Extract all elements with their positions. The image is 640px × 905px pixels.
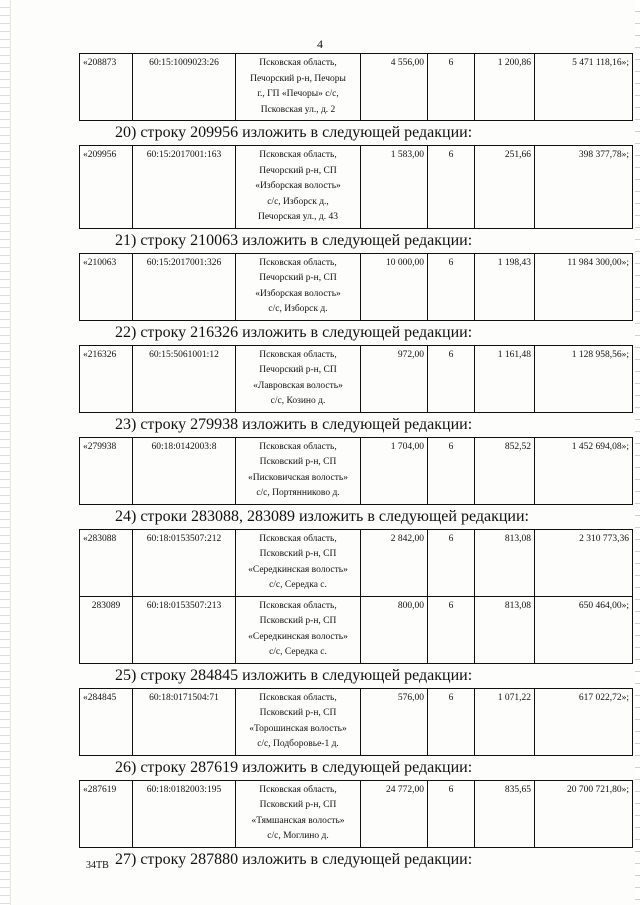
address-line: Псковская область,	[259, 600, 337, 611]
scan-edge-left	[0, 0, 11, 905]
address-line: с/с, Изборск д.	[268, 304, 328, 314]
address-line: с/с, Козино д.	[270, 396, 326, 406]
address-line: «Изборская волость»	[255, 181, 341, 191]
table-row	[80, 345, 633, 412]
address-line: Псковская область,	[259, 784, 337, 795]
address-cell	[236, 529, 361, 596]
address-line: с/с, Портянниково д.	[256, 488, 340, 498]
total-value-cell: 11 984 300,00»;	[535, 253, 633, 320]
record-number-cell: «284845	[80, 688, 133, 755]
table-row	[80, 146, 633, 229]
unit-value-cell: 813,08	[475, 596, 535, 663]
count-cell: 6	[428, 596, 475, 663]
record-table	[79, 345, 633, 413]
address-line: «Лавровская волость»	[253, 380, 343, 391]
count-cell: 6	[428, 345, 475, 412]
table-row	[80, 54, 633, 121]
count-cell: 6	[428, 253, 475, 320]
record-number-cell: «209956	[80, 146, 133, 229]
address-line: Печорский р-н, Печоры	[250, 73, 346, 84]
record-number-cell: «210063	[80, 253, 133, 320]
amendment-heading: 26) строку 287619 изложить в следующей редакции:	[115, 758, 473, 776]
table-row	[80, 780, 633, 847]
table-row	[80, 596, 633, 663]
address-cell	[236, 54, 361, 121]
cadastral-number-cell: 60:18:0171504:71	[133, 688, 236, 755]
address-line: Псковская ул., д. 2	[260, 104, 336, 115]
address-line: Псковский р-н, СП	[259, 549, 337, 559]
amendment-heading: 25) строку 284845 изложить в следующей редакции:	[115, 666, 473, 684]
record-table	[79, 253, 633, 321]
area-cell: 4 556,00	[361, 54, 428, 121]
area-cell: 24 772,00	[361, 780, 428, 847]
amendment-heading: 24) строки 283088, 283089 изложить в следующей редакции:	[115, 507, 529, 525]
count-cell: 6	[428, 780, 475, 847]
total-value-cell: 1 452 694,08»;	[535, 437, 633, 504]
address-line: «Середкинская волость»	[248, 631, 348, 642]
scan-edge-right	[635, 0, 640, 905]
table-row	[80, 253, 633, 320]
address-line: Псковская область,	[259, 257, 337, 268]
address-line: г., ГП «Печоры» с/с,	[257, 89, 339, 99]
area-cell: 1 583,00	[361, 146, 428, 229]
address-line: Печорский р-н, СП	[259, 273, 337, 283]
cadastral-number-cell: 60:15:1009023:26	[133, 54, 236, 121]
area-cell: 800,00	[361, 596, 428, 663]
record-number-cell: «208873	[80, 54, 133, 121]
address-line: Псковский р-н, СП	[259, 800, 337, 810]
cadastral-number-cell: 60:15:2017001:326	[133, 253, 236, 320]
area-cell: 576,00	[361, 688, 428, 755]
record-number-cell: «279938	[80, 437, 133, 504]
amendment-heading: 27) строку 287880 изложить в следующей редакции:	[115, 850, 473, 868]
footer-code: 34ТВ	[86, 860, 109, 871]
record-number-cell: «216326	[80, 345, 133, 412]
table-row	[80, 688, 633, 755]
address-cell	[236, 146, 361, 229]
address-cell	[236, 688, 361, 755]
amendment-heading: 22) строку 216326 изложить в следующей редакции:	[115, 323, 473, 341]
address-line: Печорский р-н, СП	[259, 165, 337, 176]
record-table	[79, 53, 633, 121]
address-line: Псковская область,	[259, 533, 337, 544]
total-value-cell: 5 471 118,16»;	[535, 54, 633, 121]
unit-value-cell: 813,08	[475, 529, 535, 596]
total-value-cell: 20 700 721,80»;	[535, 780, 633, 847]
area-cell: 2 842,00	[361, 529, 428, 596]
count-cell: 6	[428, 437, 475, 504]
unit-value-cell: 1 198,43	[475, 253, 535, 320]
address-line: Псковская область,	[259, 441, 337, 452]
address-line: «Торошинская волость»	[249, 723, 347, 734]
address-line: Псковский р-н, СП	[259, 708, 337, 718]
address-line: «Писковичская волость»	[247, 472, 348, 483]
table-row	[80, 437, 633, 504]
address-line: Псковский р-н, СП	[259, 616, 337, 626]
address-line: с/с, Середка с.	[269, 580, 327, 590]
address-line: Псковская область,	[259, 58, 337, 68]
amendment-heading: 20) строку 209956 изложить в следующей редакции:	[115, 124, 473, 141]
count-cell: 6	[428, 529, 475, 596]
record-number-cell: «283088	[80, 529, 133, 596]
address-cell	[236, 780, 361, 847]
count-cell: 6	[428, 688, 475, 755]
address-line: с/с, Подборовье-1 д.	[257, 739, 339, 749]
address-line: Печорская ул., д. 43	[257, 212, 339, 222]
record-table	[79, 437, 633, 505]
address-line: Псковская область,	[259, 692, 337, 703]
cadastral-number-cell: 60:15:5061001:12	[133, 345, 236, 412]
cadastral-number-cell: 60:18:0182003:195	[133, 780, 236, 847]
record-table	[79, 780, 633, 848]
area-cell: 972,00	[361, 345, 428, 412]
unit-value-cell: 1 071,22	[475, 688, 535, 755]
amendment-heading: 23) строку 279938 изложить в следующей редакции:	[115, 415, 473, 433]
address-cell	[236, 437, 361, 504]
address-line: Псковская область,	[259, 349, 337, 360]
address-line: с/с, Изборск д.,	[267, 196, 329, 207]
address-cell	[236, 345, 361, 412]
address-line: «Тямшанская волость»	[251, 815, 345, 826]
address-line: «Середкинская волость»	[248, 564, 348, 575]
area-cell: 10 000,00	[361, 253, 428, 320]
unit-value-cell: 1 200,86	[475, 54, 535, 121]
address-line: «Изборская волость»	[255, 288, 341, 299]
cadastral-number-cell: 60:18:0153507:212	[133, 529, 236, 596]
cadastral-number-cell: 60:18:0153507:213	[133, 596, 236, 663]
address-line: с/с, Моглино д.	[267, 831, 329, 841]
record-table	[79, 529, 633, 664]
total-value-cell: 1 128 958,56»;	[535, 345, 633, 412]
record-number-cell: «287619	[80, 780, 133, 847]
address-line: Псковский р-н, СП	[259, 457, 337, 467]
cadastral-number-cell: 60:18:0142003:8	[133, 437, 236, 504]
address-cell	[236, 253, 361, 320]
address-line: с/с, Середка с.	[269, 647, 327, 657]
amendment-heading: 21) строку 210063 изложить в следующей редакции:	[115, 231, 473, 249]
page-number: 4	[317, 37, 323, 51]
count-cell: 6	[428, 54, 475, 121]
total-value-cell: 617 022,72»;	[535, 688, 633, 755]
document-body	[79, 53, 629, 872]
unit-value-cell: 852,52	[475, 437, 535, 504]
cadastral-number-cell: 60:15:2017001:163	[133, 146, 236, 229]
table-row	[80, 529, 633, 596]
record-table	[79, 145, 633, 229]
total-value-cell: 398 377,78»;	[535, 146, 633, 229]
total-value-cell: 650 464,00»;	[535, 596, 633, 663]
address-line: Псковская область,	[259, 150, 337, 160]
count-cell: 6	[428, 146, 475, 229]
address-line: Печорский р-н, СП	[259, 365, 337, 375]
record-number-cell: 283089	[80, 596, 133, 663]
total-value-cell: 2 310 773,36	[535, 529, 633, 596]
address-cell	[236, 596, 361, 663]
unit-value-cell: 251,66	[475, 146, 535, 229]
unit-value-cell: 835,65	[475, 780, 535, 847]
area-cell: 1 704,00	[361, 437, 428, 504]
record-table	[79, 688, 633, 756]
unit-value-cell: 1 161,48	[475, 345, 535, 412]
